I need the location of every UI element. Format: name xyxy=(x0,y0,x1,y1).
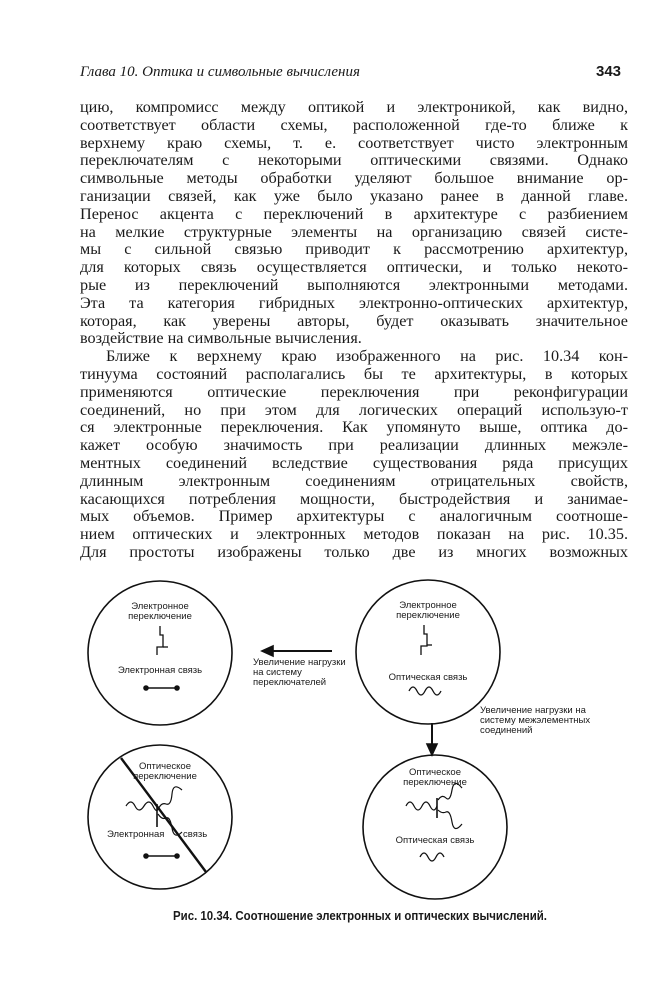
figure-caption: Рис. 10.34. Соотношение электронных и оптических вычислений. xyxy=(173,908,547,923)
text-line: верхнему краю схемы, т. е. соответствует чисто электронным xyxy=(80,134,628,152)
text-line: длинным электронным соединениям отрицательных свойств, xyxy=(80,472,628,490)
text-line: ся электронные переключения. Как упомянуто выше, оптика до- xyxy=(80,419,628,437)
text-line: воздействие на символьные вычисления. xyxy=(80,330,362,348)
text-line: соединений, но при этом для логических операций использую-т xyxy=(80,401,628,419)
label-top-left-switch: Электронное переключение xyxy=(128,601,192,622)
text-line: Ближе к верхнему краю изображенного на рис. 10.34 кон- xyxy=(106,348,628,366)
text-line: касающихся потребления мощности, быстродействия и занимае- xyxy=(80,490,628,508)
label-arrow-left: Увеличение нагрузки на систему переключателей xyxy=(253,657,346,688)
label-arrow-down: Увеличение нагрузки на систему межэлементных соединений xyxy=(480,705,591,736)
text-line: рые из переключений выполняются электронными методами. xyxy=(80,276,628,294)
text-line: мы с сильной связью приводит к рассмотрению архитектур, xyxy=(80,241,628,259)
text-line: ментных соединений вследствие существования ряда присущих xyxy=(80,454,628,472)
text-line: соответствует области схемы, расположенной где-то ближе к xyxy=(80,116,628,134)
text-line: кажет особую значимость при реализации длинных межэле- xyxy=(80,437,628,455)
text-line: мых объемов. Пример архитектуры с аналогичным соотноше- xyxy=(80,508,628,526)
text-line: которая, как уверены авторы, будет оказывать значительное xyxy=(80,312,628,330)
text-line: символьные методы обработки уделяют большое внимание ор- xyxy=(80,170,628,188)
label-bottom-right-switch: Оптическое переключение xyxy=(403,767,467,788)
text-line: Перенос акцента с переключений в архитектуре с разбиением xyxy=(80,205,628,223)
text-line: Для простоты изображены только две из многих возможных xyxy=(80,543,628,561)
text-line: нием оптических и электронных методов показан на рис. 10.35. xyxy=(80,526,628,544)
arrow-left xyxy=(262,646,332,656)
label-bottom-left-switch: Оптическое переключение xyxy=(133,761,197,782)
label-bottom-right-link: Оптическая связь xyxy=(395,835,475,846)
text-line: Эта та категория гибридных электронно-оптических архитектур, xyxy=(80,294,628,312)
text-line: тинуума состояний располагались бы те архитектуры, в которых xyxy=(80,365,628,383)
arrow-down xyxy=(427,723,437,755)
text-line: для которых связь осуществляется оптически, и только некото- xyxy=(80,259,628,277)
text-line: применяются оптические переключения при реконфигурации xyxy=(80,383,628,401)
text-line: на мелкие структурные элементы на организацию связей систе- xyxy=(80,223,628,241)
label-bottom-left-link-b: связь xyxy=(183,829,208,840)
label-top-right-link: Оптическая связь xyxy=(388,672,468,683)
label-top-left-link: Электронная связь xyxy=(117,665,203,676)
text-line: цию, компромисс между оптикой и электроникой, как видно, xyxy=(80,99,628,116)
label-bottom-left-link-a: Электронная xyxy=(107,829,165,840)
text-line: ганизации связей, как уже было указано ранее в данной главе. xyxy=(80,187,628,205)
page-number: 343 xyxy=(596,63,622,80)
running-header: Глава 10. Оптика и символьные вычисления xyxy=(80,64,360,80)
label-top-right-switch: Электронное переключение xyxy=(396,600,460,621)
text-line: переключателям с некоторыми оптическими связями. Однако xyxy=(80,152,628,170)
